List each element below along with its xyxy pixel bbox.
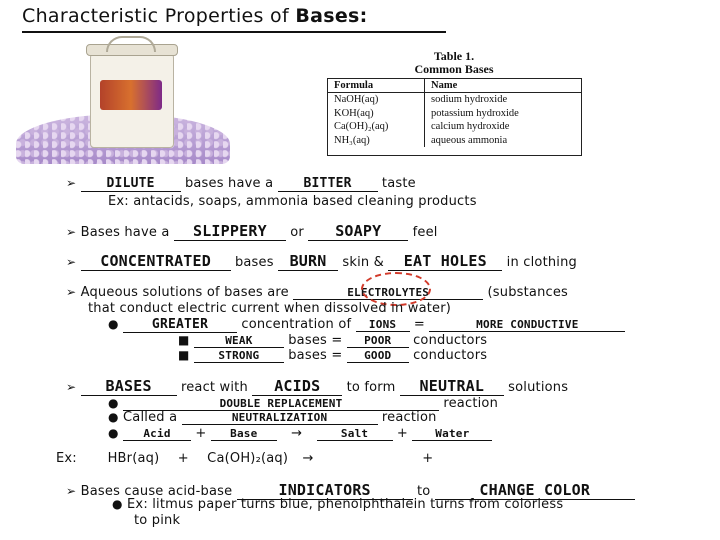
dot-bullet-icon: ● — [108, 317, 119, 331]
column-header: Name — [425, 79, 582, 93]
note-double-replacement: ● DOUBLE REPLACEMENT reaction — [108, 396, 499, 411]
arrow-bullet-icon: ➢ — [66, 255, 77, 269]
title-underline — [22, 31, 446, 33]
arrow-bullet-icon: ➢ — [66, 380, 77, 394]
note-neutralization: ● Called a NEUTRALIZATION reaction — [108, 410, 437, 425]
page-title: Characteristic Properties of Bases: — [22, 5, 368, 27]
square-bullet-icon: ■ — [178, 333, 190, 347]
dot-bullet-icon: ● — [108, 410, 119, 424]
square-bullet-icon: ■ — [178, 348, 190, 362]
note-taste: ➢ DILUTE bases have a BITTER taste — [66, 176, 416, 191]
table-row: NH₃(aq) aqueous ammonia — [328, 134, 581, 148]
common-bases-table — [327, 78, 582, 156]
arrow-right-icon: → — [302, 451, 314, 466]
arrow-bullet-icon: ➢ — [66, 225, 77, 239]
base-product-image — [8, 44, 230, 164]
note-weak: ■ WEAK bases = POOR conductors — [178, 333, 488, 348]
example-reaction: Ex: HBr(aq) + Ca(OH)₂(aq) → + — [56, 451, 434, 466]
note-strong: ■ STRONG bases = GOOD conductors — [178, 348, 488, 363]
note-electrolytes-cont: that conduct electric current when dissolved in water) — [88, 301, 452, 316]
arrow-right-icon: → — [291, 426, 303, 441]
tub-handle — [106, 36, 156, 52]
note-indicators: ➢ Bases cause acid-base INDICATORS to CHANGE COLOR — [66, 481, 635, 500]
note-ions: ● GREATER concentration of IONS = MORE CONDUCTIVE — [108, 317, 625, 333]
note-taste-example: Ex: antacids, soaps, ammonia based cleaning products — [108, 194, 477, 209]
table-row: KOH(aq) potassium hydroxide — [328, 107, 581, 121]
tub-label — [100, 80, 162, 110]
arrow-bullet-icon: ➢ — [66, 484, 77, 498]
note-equation: ● Acid + Base → Salt + Water — [108, 426, 492, 441]
arrow-bullet-icon: ➢ — [66, 176, 77, 190]
note-burn: ➢ CONCENTRATED bases BURN skin & EAT HOLES in clothing — [66, 252, 578, 270]
dot-bullet-icon: ● — [108, 396, 119, 410]
note-feel: ➢ Bases have a SLIPPERY or SOAPY feel — [66, 222, 438, 240]
dot-bullet-icon: ● — [108, 426, 119, 440]
note-indicators-example-cont: to pink — [134, 513, 181, 528]
note-react: ➢ BASES react with ACIDS to form NEUTRAL solutions — [66, 377, 569, 395]
arrow-bullet-icon: ➢ — [66, 285, 77, 299]
dot-bullet-icon: ● — [112, 497, 123, 511]
table-row: NaOH(aq) sodium hydroxide — [328, 93, 581, 107]
column-header: Formula — [328, 79, 425, 93]
note-indicators-example: ● Ex: litmus paper turns blue, phenolphthalein turns from colorless — [112, 497, 564, 512]
table-caption: Table 1. Common Bases — [414, 49, 494, 76]
note-electrolytes: ➢ Aqueous solutions of bases are ELECTROLYTES (substances — [66, 285, 569, 300]
table-row: Ca(OH)₂(aq) calcium hydroxide — [328, 120, 581, 134]
